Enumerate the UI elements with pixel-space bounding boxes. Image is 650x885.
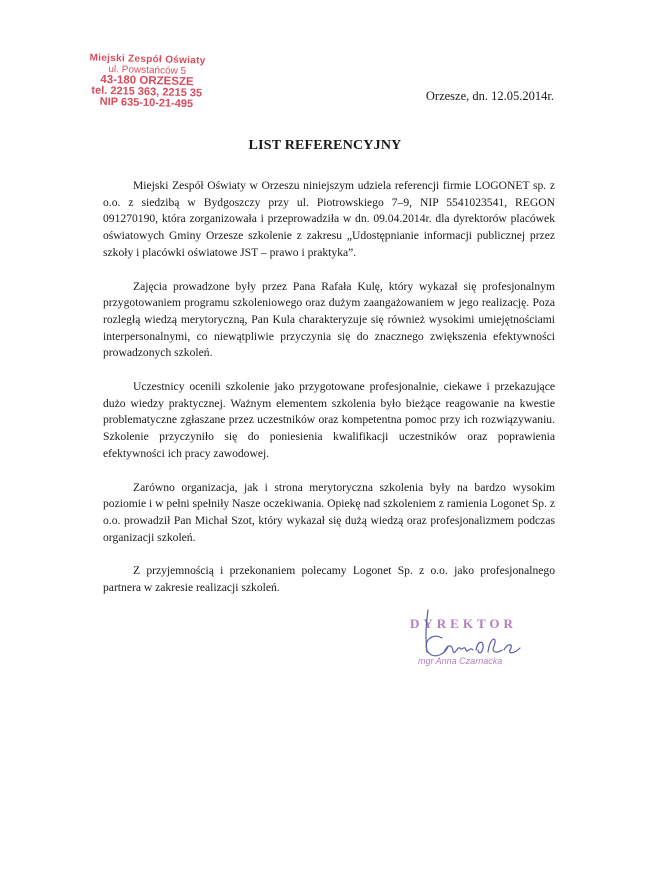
signature-block	[398, 606, 558, 676]
paragraph-trainer: Zajęcia prowadzone były przez Pana Rafała Kulę, który wykazał się profesjonalnym przygotowaniem programu szkoleniowego oraz dużym zaangażowaniem w jego realizację. Poza rozległą wiedzą merytoryczną, Pan Kula charakteryzuje się również wysokimi umiejętnościami interpersonalnymi, co niewątpliwie przyczynia się do znacznego zwiększenia efektywności prowadzonych szkoleń.	[103, 279, 555, 360]
document-title: LIST REFERENCYJNY	[248, 138, 402, 153]
signature-title: DYREKTOR	[410, 616, 517, 631]
signature-name: mgr Anna Czarnacka	[418, 656, 503, 666]
stamp-line-city: 43-180 ORZESZE	[100, 73, 194, 89]
document-body	[103, 178, 555, 614]
paragraph-recommendation: Z przyjemnością i przekonaniem polecamy Logonet Sp. z o.o. jako profesjonalnego partnera w zakresie realizacji szkoleń.	[103, 564, 555, 595]
paragraph-intro: Miejski Zespół Oświaty w Orzeszu niniejszym udziela referencji firmie LOGONET sp. z o.o. z siedzibą w Bydgoszczy przy ul. Piotrowskiego 7–9, NIP 5541023541, REGON 091270190, która zorganizowała i przeprowadziła w dn. 09.04.2014r. dla dyrektorów placówek oświatowych Gminy Orzesze szkolenie z zakresu „Udostępnianie informacji publicznej przez szkoły i placówki oświatowe JST – prawo i praktyka”.	[103, 179, 555, 259]
stamp-line-name: Miejski Zespół Oświaty	[89, 52, 206, 67]
stamp-line-nip: NIP 635-10-21-495	[99, 95, 194, 111]
stamp-line-street: ul. Powstańców 5	[108, 63, 187, 78]
paragraph-organization: Zarówno organizacja, jak i strona merytoryczna szkolenia były na bardzo wysokim poziomie i w pełni spełniły Nasze oczekiwania. Opiekę nad szkoleniem z ramienia Logonet Sp. z o.o. prowadził Pan Michał Szot, który wykazał się dużą wiedzą oraz profesjonalizmem podczas organizacji szkoleń.	[103, 480, 556, 544]
paragraph-participants: Uczestnicy ocenili szkolenie jako przygotowane profesjonalnie, ciekawe i przekazujące dużo wiedzy praktycznej. Ważnym elementem szkolenia było bieżące reagowanie na kwestie problematyczne zgłaszane przez uczestników oraz kompetentna pomoc przy ich rozwiązywaniu. Szkolenie przyczyniło się do poniesienia kwalifikacji uczestników oraz poprawienia efektywności ich pracy zawodowej.	[103, 380, 555, 460]
document-date: Orzesze, dn. 12.05.2014r.	[425, 89, 554, 103]
institution-stamp	[71, 52, 222, 111]
stamp-line-phone: tel. 2215 363, 2215 35	[91, 84, 203, 100]
